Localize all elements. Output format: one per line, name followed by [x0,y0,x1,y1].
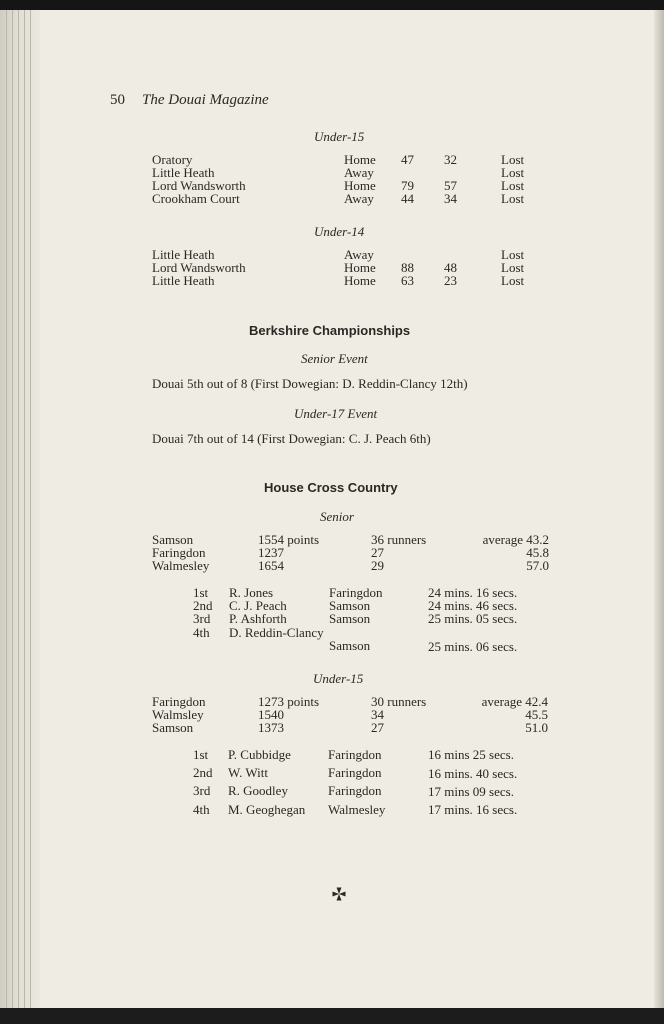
score-for: 63 [401,273,414,288]
house-points: 1373 [258,720,284,735]
runner-time: 24 mins. 16 secs. [428,585,518,600]
place: 3rd [193,611,211,626]
runner-time: 17 mins. 16 secs. [428,802,518,817]
runner-house: Samson [329,598,371,613]
house-average: 45.8 [526,545,549,560]
runner-name: R. Jones [229,585,274,600]
score-against: 48 [444,260,457,275]
house-points: 1237 [258,545,284,560]
house-name: Samson [152,532,194,547]
score-against: 32 [444,152,457,167]
runner-name: P. Ashforth [229,611,287,626]
result: Lost [501,165,525,180]
runner-name: M. Geoghegan [228,802,306,817]
book-gutter [0,10,40,1010]
runner-name: P. Cubbidge [228,747,291,762]
house-average: 51.0 [525,720,548,735]
house-average: average 43.2 [482,532,549,547]
runner-house: Faringdon [329,585,383,600]
page-edge [654,10,664,1010]
place: 1st [193,747,209,762]
section-heading: Under-15 [314,129,365,144]
venue: Away [344,191,374,206]
team-name: Little Heath [152,165,215,180]
house-average: average 42.4 [481,694,548,709]
house-name: Walmesley [152,558,210,573]
runner-house: Faringdon [328,747,382,762]
page-number: 50 [110,92,125,108]
place: 4th [193,802,210,817]
house-name: Walmsley [152,707,204,722]
house-points: 1273 points [258,694,320,709]
venue: Home [344,152,376,167]
house-points: 1554 points [258,532,320,547]
score-for: 47 [401,152,414,167]
runner-time: 16 mins 25 secs. [428,747,514,762]
venue: Away [344,247,374,262]
team-name: Oratory [152,152,193,167]
score-for: 88 [401,260,414,275]
runner-time: 25 mins. 06 secs. [428,639,518,654]
result: Lost [501,273,525,288]
house-name: Faringdon [152,694,206,709]
team-name: Little Heath [152,247,215,262]
event-result: Douai 7th out of 14 (First Dowegian: C. J. Peach 6th) [152,431,431,446]
running-title: The Douai Magazine [142,92,269,108]
section-heading: Under-14 [314,224,365,239]
cross-patee-icon [332,887,346,901]
runner-time: 17 mins 09 secs. [428,784,514,799]
runner-house: Samson [329,611,371,626]
place: 3rd [193,783,211,798]
house-points: 1654 [258,558,284,573]
runner-name: D. Reddin-Clancy [229,625,324,640]
team-name: Little Heath [152,273,215,288]
house-points: 1540 [258,707,284,722]
page-bottom-shadow [0,1008,664,1024]
venue: Away [344,165,374,180]
house-average: 57.0 [526,558,549,573]
venue: Home [344,260,376,275]
result: Lost [501,178,525,193]
place: 2nd [193,765,213,780]
runner-time: 16 mins. 40 secs. [428,766,518,781]
result: Lost [501,191,525,206]
runner-name: R. Goodley [228,783,288,798]
result: Lost [501,152,525,167]
house-runners: 34 [371,707,384,722]
runner-name: C. J. Peach [229,598,287,613]
place: 1st [193,585,209,600]
section-title: House Cross Country [264,480,398,495]
team-name: Lord Wandsworth [152,178,246,193]
runner-time: 24 mins. 46 secs. [428,598,518,613]
runner-house: Samson [329,638,371,653]
section-title: Berkshire Championships [249,323,411,338]
house-runners: 30 runners [371,694,427,709]
event-result: Douai 5th out of 8 (First Dowegian: D. Reddin-Clancy 12th) [152,376,468,391]
team-name: Lord Wandsworth [152,260,246,275]
runner-name: W. Witt [228,765,268,780]
runner-house: Faringdon [328,765,382,780]
house-average: 45.5 [525,707,548,722]
event-heading: Under-17 Event [294,406,378,421]
house-name: Faringdon [152,545,206,560]
score-for: 44 [401,191,414,206]
house-runners: 36 runners [371,532,427,547]
runner-house: Faringdon [328,783,382,798]
score-against: 34 [444,191,457,206]
score-against: 23 [444,273,457,288]
result: Lost [501,247,525,262]
place: 4th [193,625,210,640]
runner-time: 25 mins. 05 secs. [428,611,518,626]
place: 2nd [193,598,213,613]
score-against: 57 [444,178,457,193]
event-heading: Senior Event [301,351,368,366]
event-heading: Senior [320,509,354,524]
score-for: 79 [401,178,414,193]
venue: Home [344,273,376,288]
house-name: Samson [152,720,194,735]
result: Lost [501,260,525,275]
team-name: Crookham Court [152,191,240,206]
house-runners: 27 [371,545,384,560]
house-runners: 27 [371,720,384,735]
event-heading: Under-15 [313,671,364,686]
venue: Home [344,178,376,193]
house-runners: 29 [371,558,384,573]
runner-house: Walmesley [328,802,386,817]
